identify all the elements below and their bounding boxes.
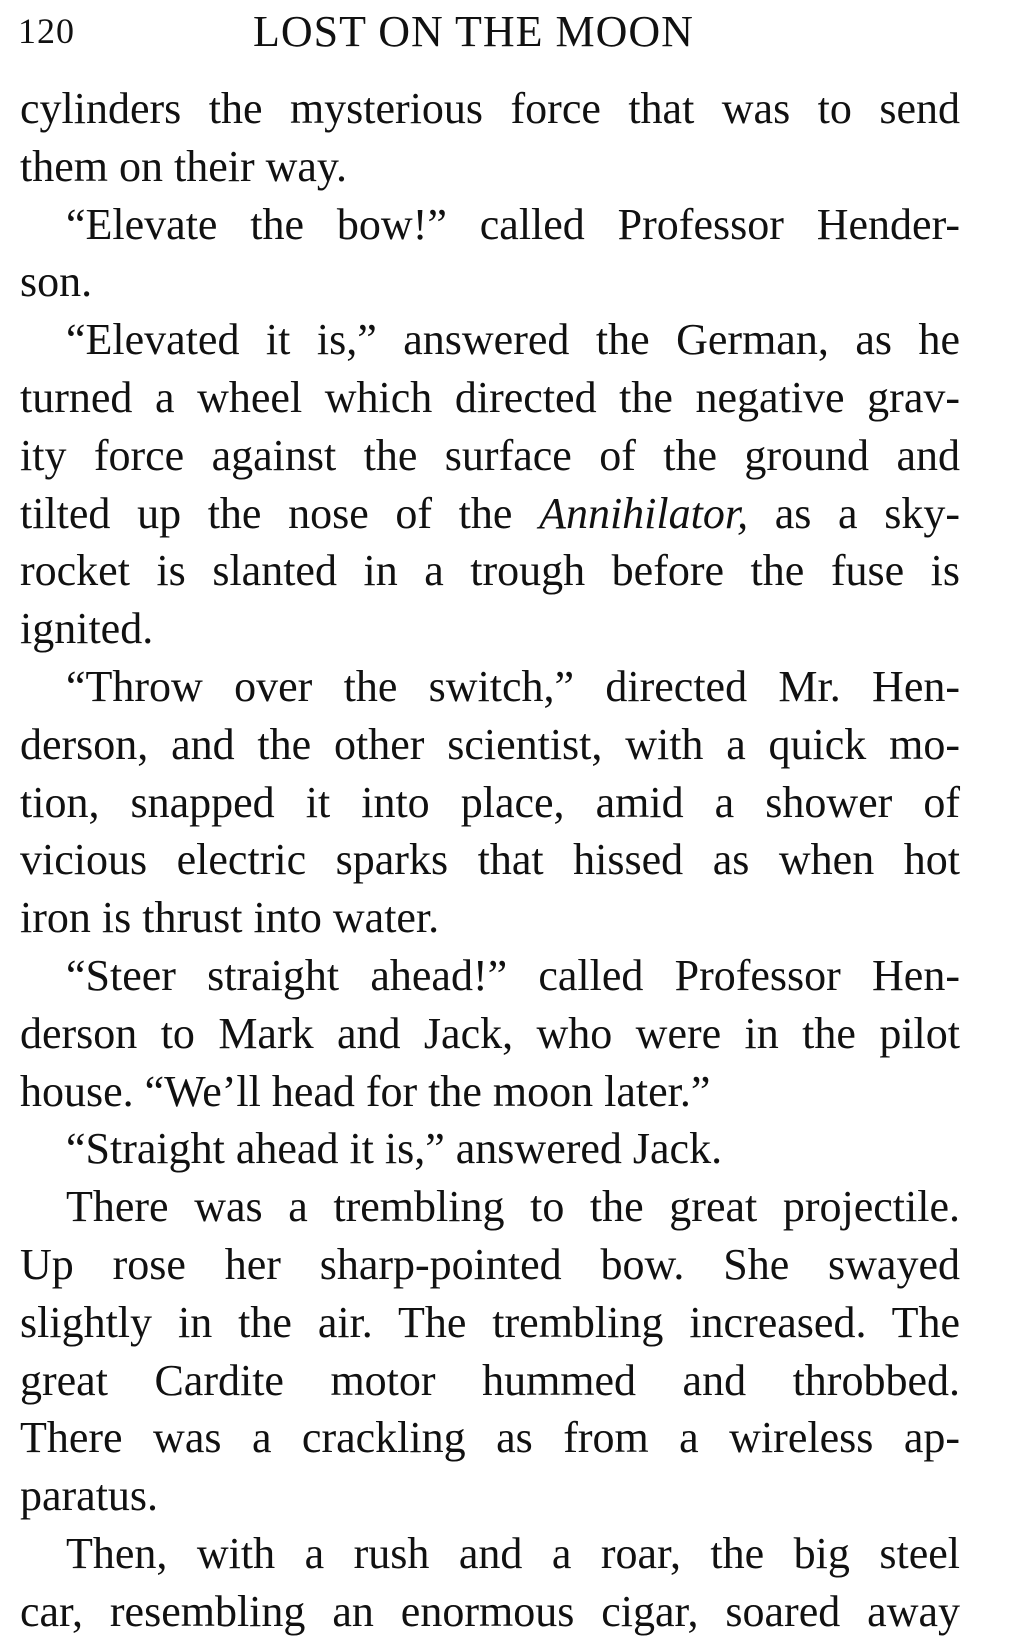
text-line: “Throw over the switch,” directed Mr. Hen- [66, 661, 960, 711]
text-line: “Straight ahead it is,” answered Jack. [66, 1124, 723, 1174]
body-text [20, 80, 960, 1641]
text-line: Then, with a rush and a roar, the big steel [66, 1528, 960, 1578]
text-line: vicious electric sparks that hissed as when hot [20, 835, 960, 885]
page-number: 120 [18, 11, 75, 51]
text-line: “Elevate the bow!” called Professor Hender- [66, 199, 960, 249]
text-line: cylinders the mysterious force that was to send [20, 84, 960, 133]
text-line: derson to Mark and Jack, who were in the pilot [20, 1008, 960, 1058]
text-line: tion, snapped it into place, amid a shower of [20, 777, 960, 827]
text-line: rocket is slanted in a trough before the fuse is [20, 546, 960, 596]
text-line: paratus. [20, 1471, 159, 1521]
text-line: house. “We’ll head for the moon later.” [20, 1066, 711, 1116]
text-line [20, 485, 960, 543]
text-line: slightly in the air. The trembling increased. The [20, 1297, 960, 1347]
text-line: derson, and the other scientist, with a quick mo- [20, 719, 960, 769]
text-segment: tilted up the nose of the [20, 488, 540, 538]
text-line: “Steer straight ahead!” called Professor Hen- [66, 950, 960, 1000]
text-line: son. [20, 257, 93, 307]
text-line: great Cardite motor hummed and throbbed. [20, 1355, 960, 1405]
text-segment: as a sky- [748, 488, 960, 538]
text-line: There was a crackling as from a wireless ap- [20, 1413, 960, 1463]
page-header [18, 6, 1008, 58]
text-line: turned a wheel which directed the negative grav- [20, 372, 960, 422]
text-line: car, resembling an enormous cigar, soared away [20, 1586, 960, 1636]
text-line: iron is thrust into water. [20, 893, 440, 943]
text-line: “Elevated it is,” answered the German, as he [66, 315, 960, 365]
text-line: them on their way. [20, 141, 348, 191]
text-line: ity force against the surface of the ground and [20, 430, 960, 480]
ship-name-italic: Annihilator, [539, 488, 749, 538]
text-line: Up rose her sharp-pointed bow. She swayed [20, 1239, 960, 1289]
text-line: ignited. [20, 604, 154, 654]
text-line: There was a trembling to the great projectile. [66, 1182, 960, 1232]
running-head: LOST ON THE MOON [253, 7, 694, 56]
